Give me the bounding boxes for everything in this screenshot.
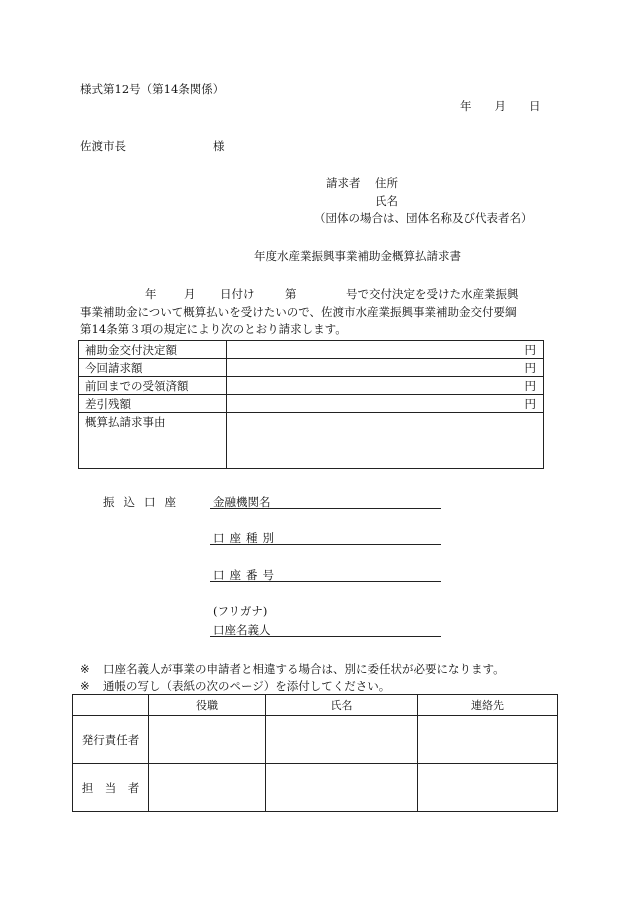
- title-cell[interactable]: [149, 716, 266, 764]
- title-cell[interactable]: [149, 764, 266, 812]
- row-label: 補助金交付決定額: [79, 341, 227, 359]
- bank-account-number-label: 口座番号: [213, 568, 279, 582]
- note-text: 口座名義人が事業の申請者と相違する場合は、別に委任状が必要になります。: [103, 662, 505, 676]
- note-mark: ※: [80, 662, 90, 676]
- bank-heading: 振込口座: [103, 495, 185, 509]
- column-header-name: 氏名: [266, 695, 418, 716]
- body-line2: 事業補助金について概算払いを受けたいので、佐渡市水産業振興事業補助金交付要綱: [80, 305, 517, 319]
- reason-field[interactable]: [227, 413, 544, 469]
- contact-cell[interactable]: [418, 716, 558, 764]
- requester-label: 請求者: [326, 176, 361, 190]
- bank-institution-line[interactable]: [210, 508, 441, 509]
- bank-holder-label: 口座名義人: [213, 623, 271, 637]
- table-row: [73, 764, 558, 812]
- bank-institution-label: 金融機関名: [213, 495, 271, 509]
- name-cell[interactable]: [266, 716, 418, 764]
- body-day: 日付け: [220, 287, 255, 301]
- requester-address-label: 住所: [375, 176, 398, 190]
- column-header-blank: [73, 695, 149, 716]
- addressee-honorific: 様: [213, 139, 225, 153]
- table-row: [79, 413, 544, 469]
- bank-account-type-label: 口座種別: [213, 531, 279, 545]
- row-label: 前回までの受領済額: [79, 377, 227, 395]
- body-month: 月: [184, 287, 196, 301]
- note-text: 通帳の写し（表紙の次のページ）を添付してください。: [103, 679, 391, 693]
- amount-table: [78, 340, 544, 469]
- contact-table: [72, 694, 558, 812]
- table-row: [79, 359, 544, 377]
- contact-cell[interactable]: [418, 764, 558, 812]
- requester-name-label: 氏名: [375, 194, 398, 208]
- row-label: 今回請求額: [79, 359, 227, 377]
- body-number-prefix: 第: [285, 287, 297, 301]
- requester-note: （団体の場合は、団体名称及び代表者名）: [314, 211, 533, 225]
- bank-furigana-label: (フリガナ): [213, 604, 268, 618]
- bank-account-type-line[interactable]: [210, 544, 441, 545]
- bank-holder-line[interactable]: [210, 636, 441, 637]
- table-row: [79, 395, 544, 413]
- column-header-title: 役職: [149, 695, 266, 716]
- yen-unit[interactable]: 円: [227, 395, 544, 413]
- table-row: [79, 377, 544, 395]
- table-row: [73, 716, 558, 764]
- addressee-name: 佐渡市長: [80, 139, 126, 153]
- bank-account-number-line[interactable]: [210, 581, 441, 582]
- row-label: 発行責任者: [73, 716, 149, 764]
- table-header-row: [73, 695, 558, 716]
- yen-unit[interactable]: 円: [227, 377, 544, 395]
- body-year: 年: [145, 287, 157, 301]
- row-label: 担 当 者: [73, 764, 149, 812]
- note-mark: ※: [80, 679, 90, 693]
- date-line: 年 月 日: [460, 99, 541, 113]
- table-row: [79, 341, 544, 359]
- document-title: 年度水産業振興事業補助金概算払請求書: [254, 249, 461, 263]
- body-line3: 第14条第３項の規定により次のとおり請求します。: [80, 322, 347, 336]
- reason-label: 概算払請求事由: [79, 413, 227, 469]
- row-label: 差引残額: [79, 395, 227, 413]
- body-line1-end: 号で交付決定を受けた水産業振興: [346, 287, 519, 301]
- form-number: 様式第12号（第14条関係）: [80, 82, 225, 96]
- yen-unit[interactable]: 円: [227, 359, 544, 377]
- name-cell[interactable]: [266, 764, 418, 812]
- yen-unit[interactable]: 円: [227, 341, 544, 359]
- column-header-contact: 連絡先: [418, 695, 558, 716]
